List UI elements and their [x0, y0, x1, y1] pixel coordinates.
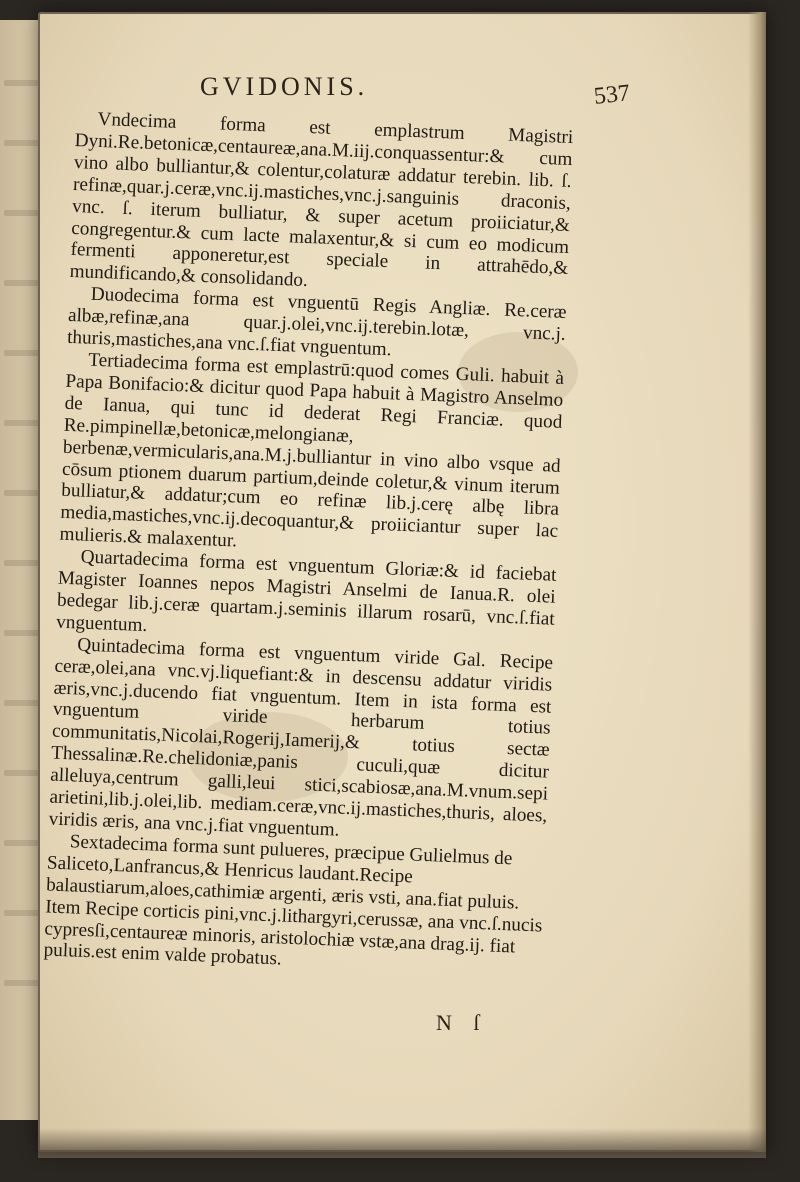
paragraph-duodecima: Duodecima forma est vnguentū Regis Angliæ. Re.ceræ albæ,refinæ,ana quar.j.olei,vnc.ij.terebin.lotæ, vnc.j. thuris,mastiches,ana vnc.ſ.fiat vnguentum.	[66, 283, 567, 361]
paragraph-tertiadecima: Tertiadecima forma est emplastrū:quod comes Guli. habuit à Papa Bonifacio:& dicitur quod Papa habuit à Magistro Anselmo de Ianua, qui tunc id dederat Regi Franciæ. quod Re.pimpinellæ,betonicæ,melongianæ, berbenæ,vermicularis,ana.M.j.bulliantur in vino albo vsque ad cōsum ptionem duarum partium,deinde coletur,& vinum iterum bulliatur,& addatur;cum eo refinæ lib.j.cerę albę libra media,mastiches,vnc.ij.decoquantur,& proiiciantur super lac mulieris.& malaxentur.	[59, 349, 565, 552]
signature-mark: N ſ	[436, 1010, 488, 1035]
body-text	[43, 108, 573, 981]
paragraph-quartadecima: Quartadecima forma est vnguentum Gloriæ:& id faciebat Magister Ioannes nepos Magistri Anselmi de Ianua.R. olei bedegar lib.j.ceræ quartam.j.seminis illarum rosarū, vnc.ſ.fiat vnguentum.	[55, 546, 557, 636]
paragraph-sextadecima: Sextadecima forma sunt pulueres, præcipue Gulielmus de Saliceto,Lanfrancus,& Henricus laudant.Recipe balaustiarum,aloes,cathimiæ argenti, æris vsti, ana.fiat puluis. Item Recipe corticis pini,vnc.j.lithargyri,cerussæ, ana vnc.ſ.nucis cypresſi,centaureæ minoris, aristolochiæ vstæ,ana drag.ij. fiat puluis.est enim valde probatus.	[43, 831, 543, 970]
running-title: GVIDONIS.	[200, 72, 369, 101]
page-bottom-shadow	[38, 1128, 766, 1158]
page-fore-edge	[748, 12, 766, 1152]
paragraph-undecima: Vndecima forma est emplastrum Magistri Dyni.Re.betonicæ,centaureæ,ana.M.iij.conquassentur:& cum vino albo bulliantur,& colentur,colaturæ addatur terebin. lib. ſ. refinæ,quar.j.ceræ,vnc.ij.mastiches,vnc.j.sanguinis draconis, vnc. ſ. iterum bulliatur, & super acetum proiiciatur,& congregentur.& cum lacte malaxentur,& si cum eo modicum fermenti apponeretur,est speciale in attrahēdo,& mundificando,& consolidando.	[69, 108, 574, 292]
paragraph-quintadecima: Quintadecima forma est vnguentum viride Gal. Recipe ceræ,olei,ana vnc.vj.liquefiant:& in descensu addatur viridis æris,vnc.j.ducendo fiat vnguentum. Item in ista forma est vnguentum viride herbarum totius communitatis,Nicolai,Rogerij,Iamerij,& totius sectæ Thessalinæ.Re.chelidoniæ,panis cuculi,quæ dicitur alleluya,centrum galli,leui stici,scabiosæ,ana.M.vnum.sepi arietini,lib.j.olei,lib. mediam.ceræ,vnc.ij.mastiches,thuris, aloes, viridis æris, ana vnc.j.fiat vnguentum.	[48, 634, 554, 841]
folio-number: 537	[592, 80, 632, 110]
